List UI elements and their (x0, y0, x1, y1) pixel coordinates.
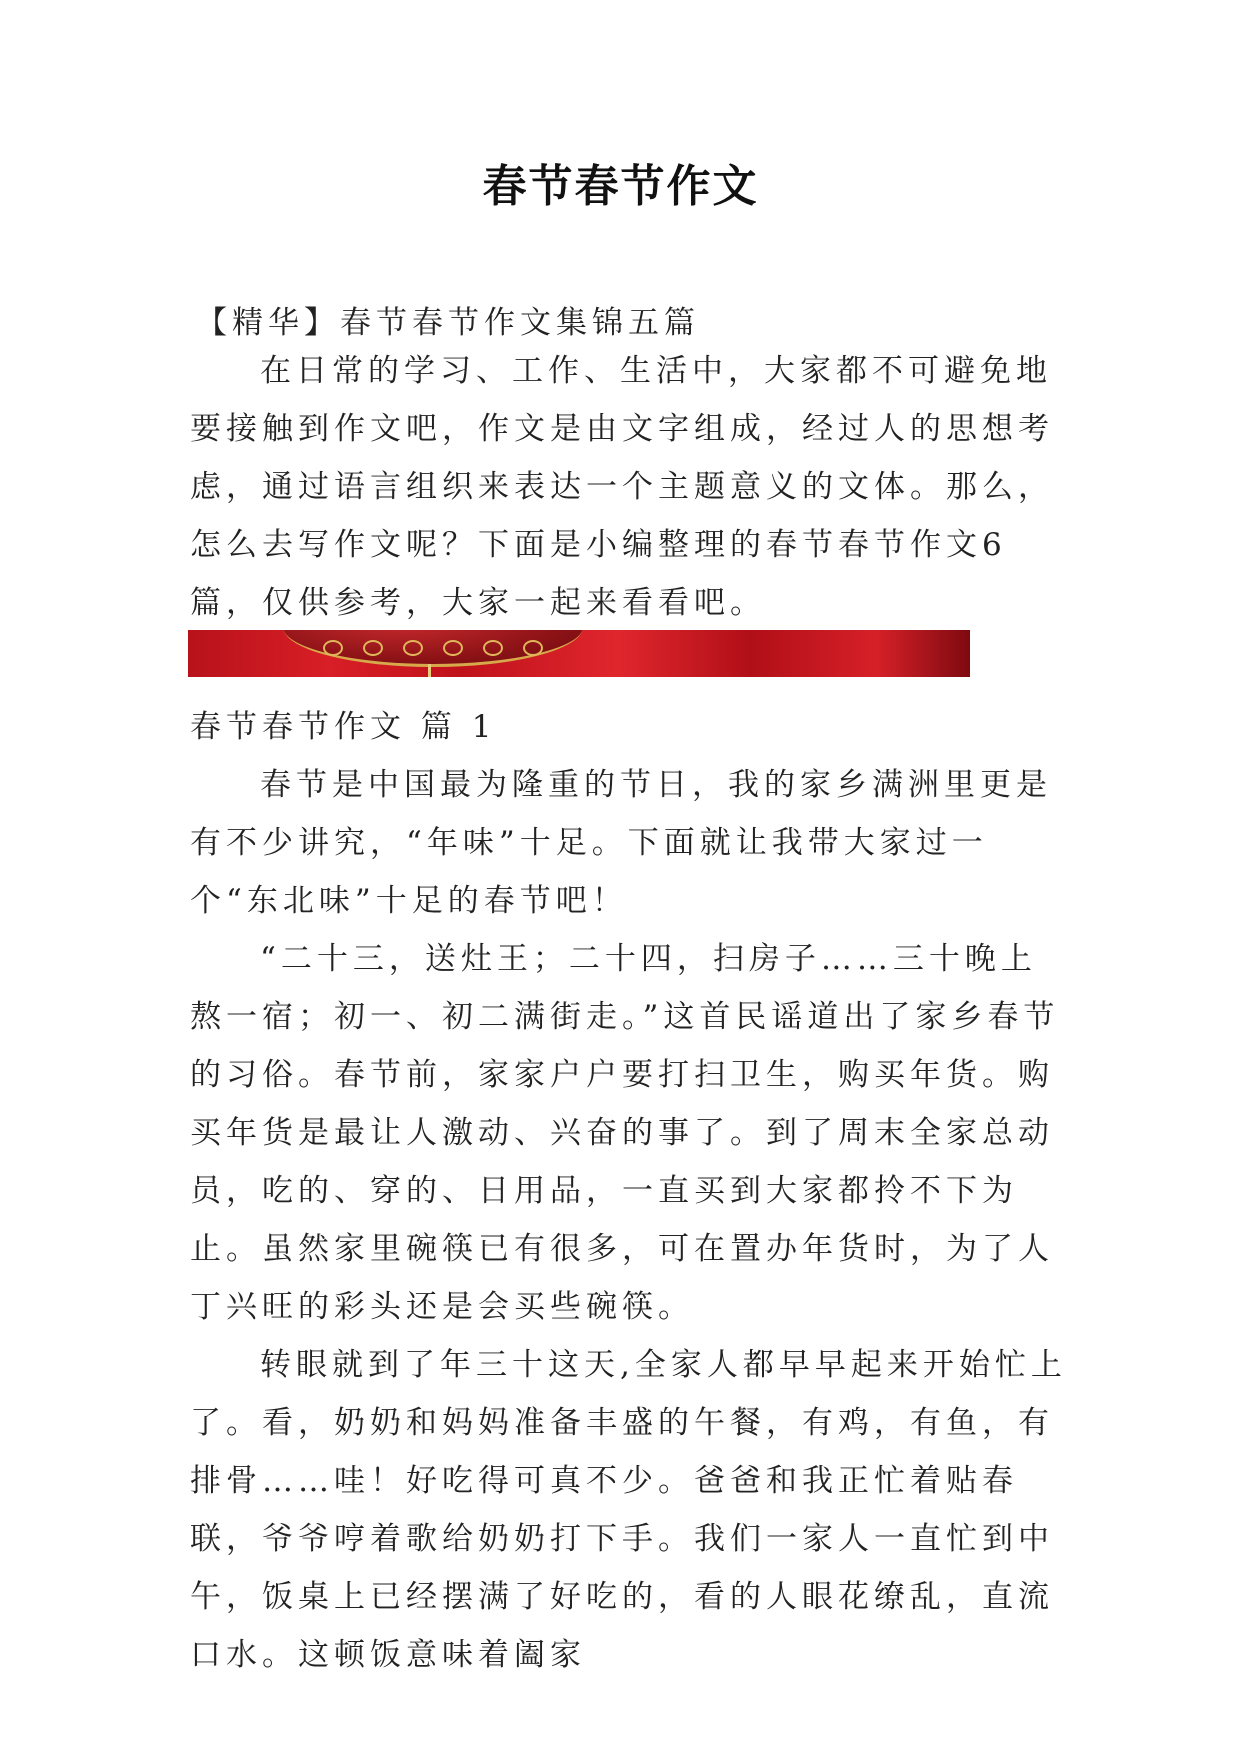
lantern-pattern (323, 640, 343, 656)
intro-paragraph: 在日常的学习、工作、生活中，大家都不可避免地要接触到作文吧，作文是由文字组成，经过人的思想考虑，通过语言组织来表达一个主题意义的文体。那么，怎么去写作文呢？下面是小编整理的春节春节作文6篇，仅供参考，大家一起来看看吧。 (190, 353, 1054, 621)
lantern-pattern (523, 640, 543, 656)
article-paragraph: 转眼就到了年三十这天,全家人都早早起来开始忙上了。看，奶奶和妈妈准备丰盛的午餐，有鸡，有鱼，有排骨……哇！好吃得可真不少。爸爸和我正忙着贴春联，爷爷哼着歌给奶奶打下手。我们一家人一直忙到中午，饭桌上已经摆满了好吃的，看的人眼花缭乱，直流口水。这顿饭意味着阖家 (190, 1347, 1067, 1673)
article-paragraph: 春节是中国最为隆重的节日，我的家乡满洲里更是有不少讲究，“年味”十足。下面就让我带大家过一个“东北味”十足的春节吧！ (190, 767, 1052, 919)
lantern-pattern (363, 640, 383, 656)
document-title: 春节春节作文 (482, 161, 759, 212)
red-lantern-banner-image (188, 630, 970, 677)
lantern-tassel (428, 664, 431, 677)
lantern-pattern (483, 640, 503, 656)
lantern-pattern (443, 640, 463, 656)
section-heading: 春节春节作文 篇 1 (190, 709, 497, 745)
lantern-pattern (403, 640, 423, 656)
article-body (190, 756, 1070, 1684)
document-subtitle: 【精华】春节春节作文集锦五篇 (196, 305, 700, 341)
article-paragraph: “二十三，送灶王；二十四，扫房子……三十晚上熬一宿；初一、初二满街走。”这首民谣道出了家乡春节的习俗。春节前，家家户户要打扫卫生，购买年货。购买年货是最让人激动、兴奋的事了。到了周末全家总动员，吃的、穿的、日用品，一直买到大家都拎不下为止。虽然家里碗筷已有很多，可在置办年货时，为了人丁兴旺的彩头还是会买些碗筷。 (190, 941, 1060, 1325)
